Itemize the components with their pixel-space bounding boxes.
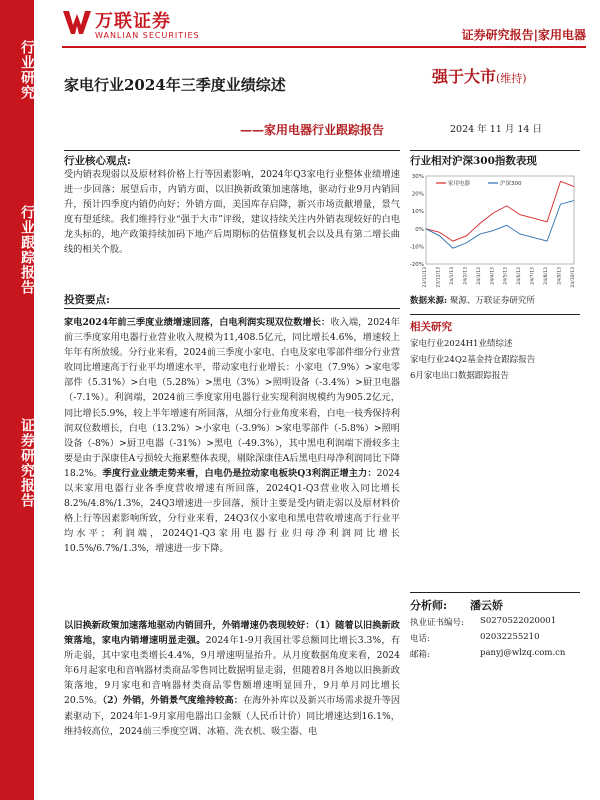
header-divider (62, 46, 586, 48)
chart-top-rule (410, 150, 580, 151)
y-tick-label: 20% (411, 191, 424, 198)
analyst-phone-label: 电话: (410, 634, 430, 644)
points-rule (64, 308, 400, 309)
x-tick-label: 24/8/13 (544, 267, 550, 285)
report-type: 证券研究报告|家用电器 (461, 28, 586, 42)
point-3-body: 2024年1-9月我国社零总额同比增长3.3%，有所走弱，其中家电类增长4.4%，9月增速明显抬升。从月度数据角度来看，2024年6月起家电和音响器材类商品零售同比数据明显走弱，但随着8月各地以旧换新政策落地，9月家电和音响器材类商品零售额增速明显回升，9月单月同比增长20.5%。 (64, 635, 400, 707)
y-tick-label: 0% (415, 226, 424, 233)
points-heading: 投资要点: (64, 294, 110, 306)
x-tick-label: 24/7/13 (530, 267, 536, 285)
brand-name-en: WANLIAN SECURITIES (95, 31, 200, 40)
x-tick-label: 24/6/13 (517, 267, 523, 285)
industry-rating (432, 64, 527, 87)
point-3-lead-2: （1）随着以旧换新政策落地，家电内销增速明显走强。 (64, 620, 400, 647)
source-label: 数据来源: (410, 296, 448, 306)
point-3-lead: 以旧换新政策加速落地驱动内销回升，外销增速仍表现较好： (64, 620, 315, 631)
plot-frame (426, 176, 574, 264)
point-3 (64, 618, 400, 739)
point-1-lead: 家电2024年前三季度业绩增速回落，白电利润实现双位数增长： (64, 317, 331, 328)
report-subtitle: ——家用电器行业跟踪报告 (240, 123, 385, 137)
point-3-body-2: 在海外补库以及新兴市场需求提升等因素驱动下，2024年1-9月家用电器出口金额（人民币计价）同比增速达到16.1%，维持较高位，2024前三季度空调、冰箱、洗衣机、吸尘器、电 (64, 695, 401, 737)
x-tick-label: 23/12/13 (436, 267, 442, 288)
point-2-lead: 季度行业业绩走势来看，白电仍是拉动家电板块Q3利润正增主力： (102, 467, 377, 479)
chart-title: 行业相对沪深300指数表现 (410, 155, 537, 167)
chart-source (410, 294, 535, 306)
sidebar-label-tracking-report: 行业跟踪报告 (19, 205, 35, 295)
related-item[interactable]: 家电行业24Q2基金持仓跟踪报告 (410, 355, 536, 365)
x-tick-label: 24/4/13 (490, 267, 496, 285)
x-tick-label: 24/3/13 (476, 267, 482, 285)
rating-value: 强于大市 (432, 67, 497, 86)
analyst-email-label: 邮箱: (410, 650, 430, 660)
brand-logo (62, 6, 222, 46)
related-item[interactable]: 6月家电出口数据跟踪报告 (410, 371, 509, 381)
source-text: 聚源、万联证券研究所 (449, 296, 535, 306)
relative-performance-chart (410, 170, 578, 288)
x-tick-label: 24/9/13 (557, 267, 563, 285)
y-tick-label: -20% (410, 262, 424, 268)
related-item[interactable]: 家电行业2024H1业绩综述 (410, 339, 513, 349)
left-sidebar (0, 0, 34, 800)
analyst-cert-value: S0270522020001 (480, 616, 557, 626)
y-tick-label: 30% (411, 174, 424, 180)
point-3-lead-3: （2）外销，外销景气度维持较高： (102, 695, 243, 707)
analyst-title: 分析师: (410, 599, 448, 612)
legend-label: 家用电器 (448, 181, 471, 187)
core-body: 受内销表现弱以及原材料价格上行等因素影响，2024年Q3家电行业整体业绩增速进一步回落；展望后市，内销方面，以旧换新政策加速落地，驱动行业9月内销回升，预计四季度内销仍向好；外销方面，美国库存启降，新兴市场贡献增量，景气度有望延续。我们维持行业“强于大市”评级，建议持续关注内外销表现较好的白电龙头标的，地产政策持续加码下地产后周期标的估值修复机会以及具有第二增长曲线的相关个股。 (64, 169, 400, 256)
analyst-name: 潘云娇 (470, 599, 503, 612)
related-top-rule (410, 314, 580, 315)
w-logo-icon (62, 8, 92, 36)
brand-name-cn: 万联证券 (95, 11, 171, 32)
sidebar-label-industry-research: 行业研究 (19, 40, 35, 100)
sidebar-label-securities-report: 证券研究报告 (19, 418, 35, 508)
analyst-phone-value: 02032255210 (480, 632, 540, 642)
x-tick-label: 23/11/13 (423, 267, 428, 288)
analyst-cert-label: 执业证书编号: (410, 618, 464, 628)
analyst-email-value[interactable]: panyj@wlzq.com.cn (480, 648, 566, 658)
report-date: 2024 年 11 月 14 日 (450, 124, 542, 135)
x-tick-label: 24/10/13 (571, 267, 576, 288)
point-1-body: 收入端，2024年前三季度家用电器行业营业收入规模为11,408.5亿元，同比增长4.6%，增速较上年年有所放缓。分行业来看，2024前三季度小家电、白电及家电零部件细分行业营收同比增速高于行业平均增速水平，带动家电行业增长：小家电（7.9%）>家电零部件（5.31%）>白电（5.28%）>黑电（3%）>照明设备（-3.4%）>厨卫电器（-7.1%）。利润端，2024前三季度家用电器行业实现利润规模约为905.2亿元，同比增长5.9%，较上半年增速有所回落，从细分行业角度来看，白电一枝秀保持利润双位数增长，白电（13.2%）>小家电（-3.9%）>家电零部件（-5.8%）>照明设备（-8%）>厨卫电器（-31%）>黑电（-49.3%），其中黑电利润端下滑较多主要是由于深康佳A亏损较大拖累整体表现，剔除深康佳A后黑电归母净利润同比下降18.2%。 (64, 317, 400, 479)
analyst-top-rule (410, 592, 580, 593)
related-heading: 相关研究 (410, 321, 452, 333)
legend-label: 沪深300 (500, 181, 522, 187)
y-tick-label: -10% (410, 244, 424, 251)
core-heading: 行业核心观点: (64, 155, 131, 167)
y-tick-label: 10% (411, 209, 424, 216)
point-1 (64, 315, 400, 557)
core-top-rule (64, 150, 400, 151)
point-2-body: 2024以来家用电器行业各季度营收增速有所回落，2024Q1-Q3营业收入同比增长8.2%/4.8%/1.3%，24Q3增速进一步回落，预计主要是受内销走弱以及原材料价格上行等因素影响所致，分行业来看，24Q3仅小家电和黑电营收增速高于行业平均水平；利润端，2024Q1-Q3家用电器行业归母净利润同比增长10.5%/6.7%/1.3%，增速进一步下降。 (64, 467, 400, 555)
rating-qualifier: (维持) (496, 72, 527, 85)
series-line (426, 181, 574, 241)
x-tick-label: 24/1/13 (449, 267, 455, 285)
x-tick-label: 24/5/13 (503, 267, 509, 285)
report-title: 家电行业2024年三季度业绩综述 (64, 76, 286, 94)
x-tick-label: 24/2/13 (463, 267, 469, 285)
